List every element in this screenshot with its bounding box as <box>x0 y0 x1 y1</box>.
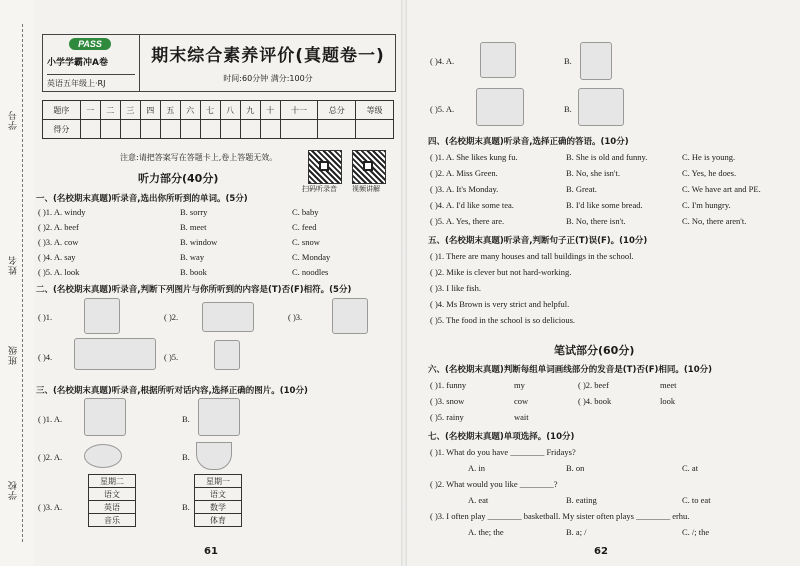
s6-item: ( )3. snow cow ( )4. book look <box>430 396 676 406</box>
score-input-cell[interactable] <box>318 120 356 139</box>
score-input-cell[interactable] <box>356 120 394 139</box>
s3-label: ( )2. A. <box>38 452 63 462</box>
cell: 得分 <box>43 120 81 139</box>
picture-reading-boy <box>84 298 120 334</box>
picture-boy-drinking <box>480 42 516 78</box>
series-name: 小学学霸冲A卷 <box>47 58 108 68</box>
section4-heading: 四、(名校期末真题)听录音,选择正确的答语。(10分) <box>428 137 629 147</box>
score-table <box>42 100 394 139</box>
qr-code-video[interactable] <box>352 150 386 184</box>
picture-building <box>214 340 240 370</box>
s4-item: ( )4. A. I'd like some tea. B. I'd like some bread. C. I'm hungry. <box>430 200 731 210</box>
cell: 五 <box>160 101 180 120</box>
grade-label: 英语五年级上·RJ <box>47 74 135 89</box>
s3-label: ( )4. A. <box>430 56 455 66</box>
cell: 一 <box>80 101 100 120</box>
s5-item: ( )1. There are many houses and tall buildings in the school. <box>430 251 634 261</box>
section7-heading: 七、(名校期末真题)单项选择。(10分) <box>428 432 575 442</box>
score-table-row <box>43 120 394 139</box>
s1-item: ( )5. A. look B. book C. noodles <box>38 267 329 277</box>
picture-teacher-2 <box>198 398 240 436</box>
left-page <box>34 0 400 566</box>
s7-options: A. in B. on C. at <box>468 463 699 473</box>
cell: 数学 <box>195 501 242 514</box>
s3-label: B. <box>182 452 190 462</box>
section1-heading: 一、(名校期末真题)听录音,选出你所听到的单词。(5分) <box>36 194 248 204</box>
cell: 语文 <box>89 488 136 501</box>
picture-teacher <box>84 398 126 436</box>
cell: 十 <box>260 101 280 120</box>
page-fold <box>401 0 407 566</box>
section6-heading: 六、(名校期末真题)判断每组单词画线部分的发音是(T)否(F)相同。(10分) <box>428 365 713 375</box>
gutter-label-school: 学校 <box>9 480 19 500</box>
s2-label: ( )1. <box>38 312 53 322</box>
picture-student-desk <box>332 298 368 334</box>
cell: 星期二 <box>89 475 136 488</box>
s6-item: ( )5. rainy wait <box>430 412 529 422</box>
score-input-cell[interactable] <box>280 120 318 139</box>
cell: 星期一 <box>195 475 242 488</box>
section3-heading: 三、(名校期末真题)听录音,根据所听对话内容,选择正确的图片。(10分) <box>36 386 308 396</box>
time-info: 时间:60分钟 满分:100分 <box>223 74 313 83</box>
picture-fruit-bowl <box>196 442 232 470</box>
notice: 注意:请把答案写在答题卡上,卷上答题无效。 <box>120 153 278 162</box>
gutter-label-name: 姓名 <box>9 255 19 275</box>
s7-question: ( )1. What do you have ________ Fridays? <box>430 447 576 457</box>
s2-label: ( )5. <box>164 352 179 362</box>
listening-title: 听力部分(40分) <box>138 172 219 185</box>
cell: 九 <box>240 101 260 120</box>
s6-item: ( )1. funny my ( )2. beef meet <box>430 380 677 390</box>
picture-basketball-hoop <box>580 42 612 80</box>
gutter-label-id: 学号 <box>9 110 19 130</box>
score-input-cell[interactable] <box>100 120 120 139</box>
cell: 三 <box>120 101 140 120</box>
s3-label: ( )5. A. <box>430 104 455 114</box>
s3-label: B. <box>564 56 572 66</box>
qr-caption-audio: 扫码听录音 <box>302 185 337 193</box>
s3-label: ( )1. A. <box>38 414 63 424</box>
cell: 语文 <box>195 488 242 501</box>
score-input-cell[interactable] <box>120 120 140 139</box>
s7-options: A. eat B. eating C. to eat <box>468 495 711 505</box>
s1-item: ( )3. A. cow B. window C. snow <box>38 237 320 247</box>
cut-line <box>22 24 23 542</box>
writing-title: 笔试部分(60分) <box>554 344 635 357</box>
cell: 英语 <box>89 501 136 514</box>
cell: 题序 <box>43 101 81 120</box>
s5-item: ( )2. Mike is clever but not hard-working. <box>430 267 572 277</box>
brand-logo: PASS <box>69 38 111 50</box>
cell: 七 <box>200 101 220 120</box>
s1-item: ( )1. A. windy B. sorry C. baby <box>38 207 319 217</box>
picture-city-buildings <box>476 88 524 126</box>
s4-item: ( )3. A. It's Monday. B. Great. C. We have art and PE. <box>430 184 761 194</box>
exam-header <box>42 34 396 92</box>
cell: 十一 <box>280 101 318 120</box>
score-input-cell[interactable] <box>140 120 160 139</box>
qr-caption-video: 视频讲解 <box>352 185 380 193</box>
cell: 二 <box>100 101 120 120</box>
right-page <box>408 0 792 566</box>
score-input-cell[interactable] <box>180 120 200 139</box>
qr-code-audio[interactable] <box>308 150 342 184</box>
picture-bridge <box>74 338 156 370</box>
score-table-row <box>43 101 394 120</box>
s5-item: ( )3. I like fish. <box>430 283 481 293</box>
binding-gutter <box>0 0 34 566</box>
score-input-cell[interactable] <box>200 120 220 139</box>
cell: 四 <box>140 101 160 120</box>
picture-plate <box>84 444 122 468</box>
timetable-a <box>88 474 136 527</box>
s5-item: ( )5. The food in the school is so delicious. <box>430 315 576 325</box>
series-box <box>43 35 140 91</box>
section5-heading: 五、(名校期末真题)听录音,判断句子正(T)误(F)。(10分) <box>428 236 648 246</box>
score-input-cell[interactable] <box>220 120 240 139</box>
timetable-b <box>194 474 242 527</box>
picture-noodles <box>202 302 254 332</box>
cell: 体育 <box>195 514 242 527</box>
s3-label: ( )3. A. <box>38 502 63 512</box>
score-input-cell[interactable] <box>240 120 260 139</box>
s5-item: ( )4. Ms Brown is very strict and helpful. <box>430 299 570 309</box>
s2-label: ( )4. <box>38 352 53 362</box>
s2-label: ( )3. <box>288 312 303 322</box>
score-input-cell[interactable] <box>260 120 280 139</box>
s4-item: ( )2. A. Miss Green. B. No, she isn't. C. Yes, he does. <box>430 168 737 178</box>
section2-heading: 二、(名校期末真题)听录音,判断下列图片与你所听到的内容是(T)否(F)相符。(5分) <box>36 285 352 295</box>
s2-label: ( )2. <box>164 312 179 322</box>
score-input-cell[interactable] <box>80 120 100 139</box>
s4-item: ( )5. A. Yes, there are. B. No, there isn't. C. No, there aren't. <box>430 216 747 226</box>
s7-options: A. the; the B. a; / C. /; the <box>468 527 710 537</box>
s4-item: ( )1. A. She likes kung fu. B. She is old and funny. C. He is young. <box>430 152 736 162</box>
page-number-left: 61 <box>204 546 218 557</box>
s7-question: ( )3. I often play ________ basketball. My sister often plays ________ erhu. <box>430 511 690 521</box>
cell: 音乐 <box>89 514 136 527</box>
gutter-label-class: 班级 <box>9 345 19 365</box>
cell: 总分 <box>318 101 356 120</box>
score-input-cell[interactable] <box>160 120 180 139</box>
s3-label: B. <box>182 414 190 424</box>
cell: 八 <box>220 101 240 120</box>
cell: 等级 <box>356 101 394 120</box>
s3-label: B. <box>564 104 572 114</box>
picture-trees-house <box>578 88 624 126</box>
s3-label: B. <box>182 502 190 512</box>
s1-item: ( )2. A. beef B. meet C. feed <box>38 222 317 232</box>
s1-item: ( )4. A. say B. way C. Monday <box>38 252 331 262</box>
cell: 六 <box>180 101 200 120</box>
s7-question: ( )2. What would you like ________? <box>430 479 558 489</box>
exam-title: 期末综合素养评价(真题卷一) <box>151 46 385 66</box>
page-number-right: 62 <box>594 546 608 557</box>
